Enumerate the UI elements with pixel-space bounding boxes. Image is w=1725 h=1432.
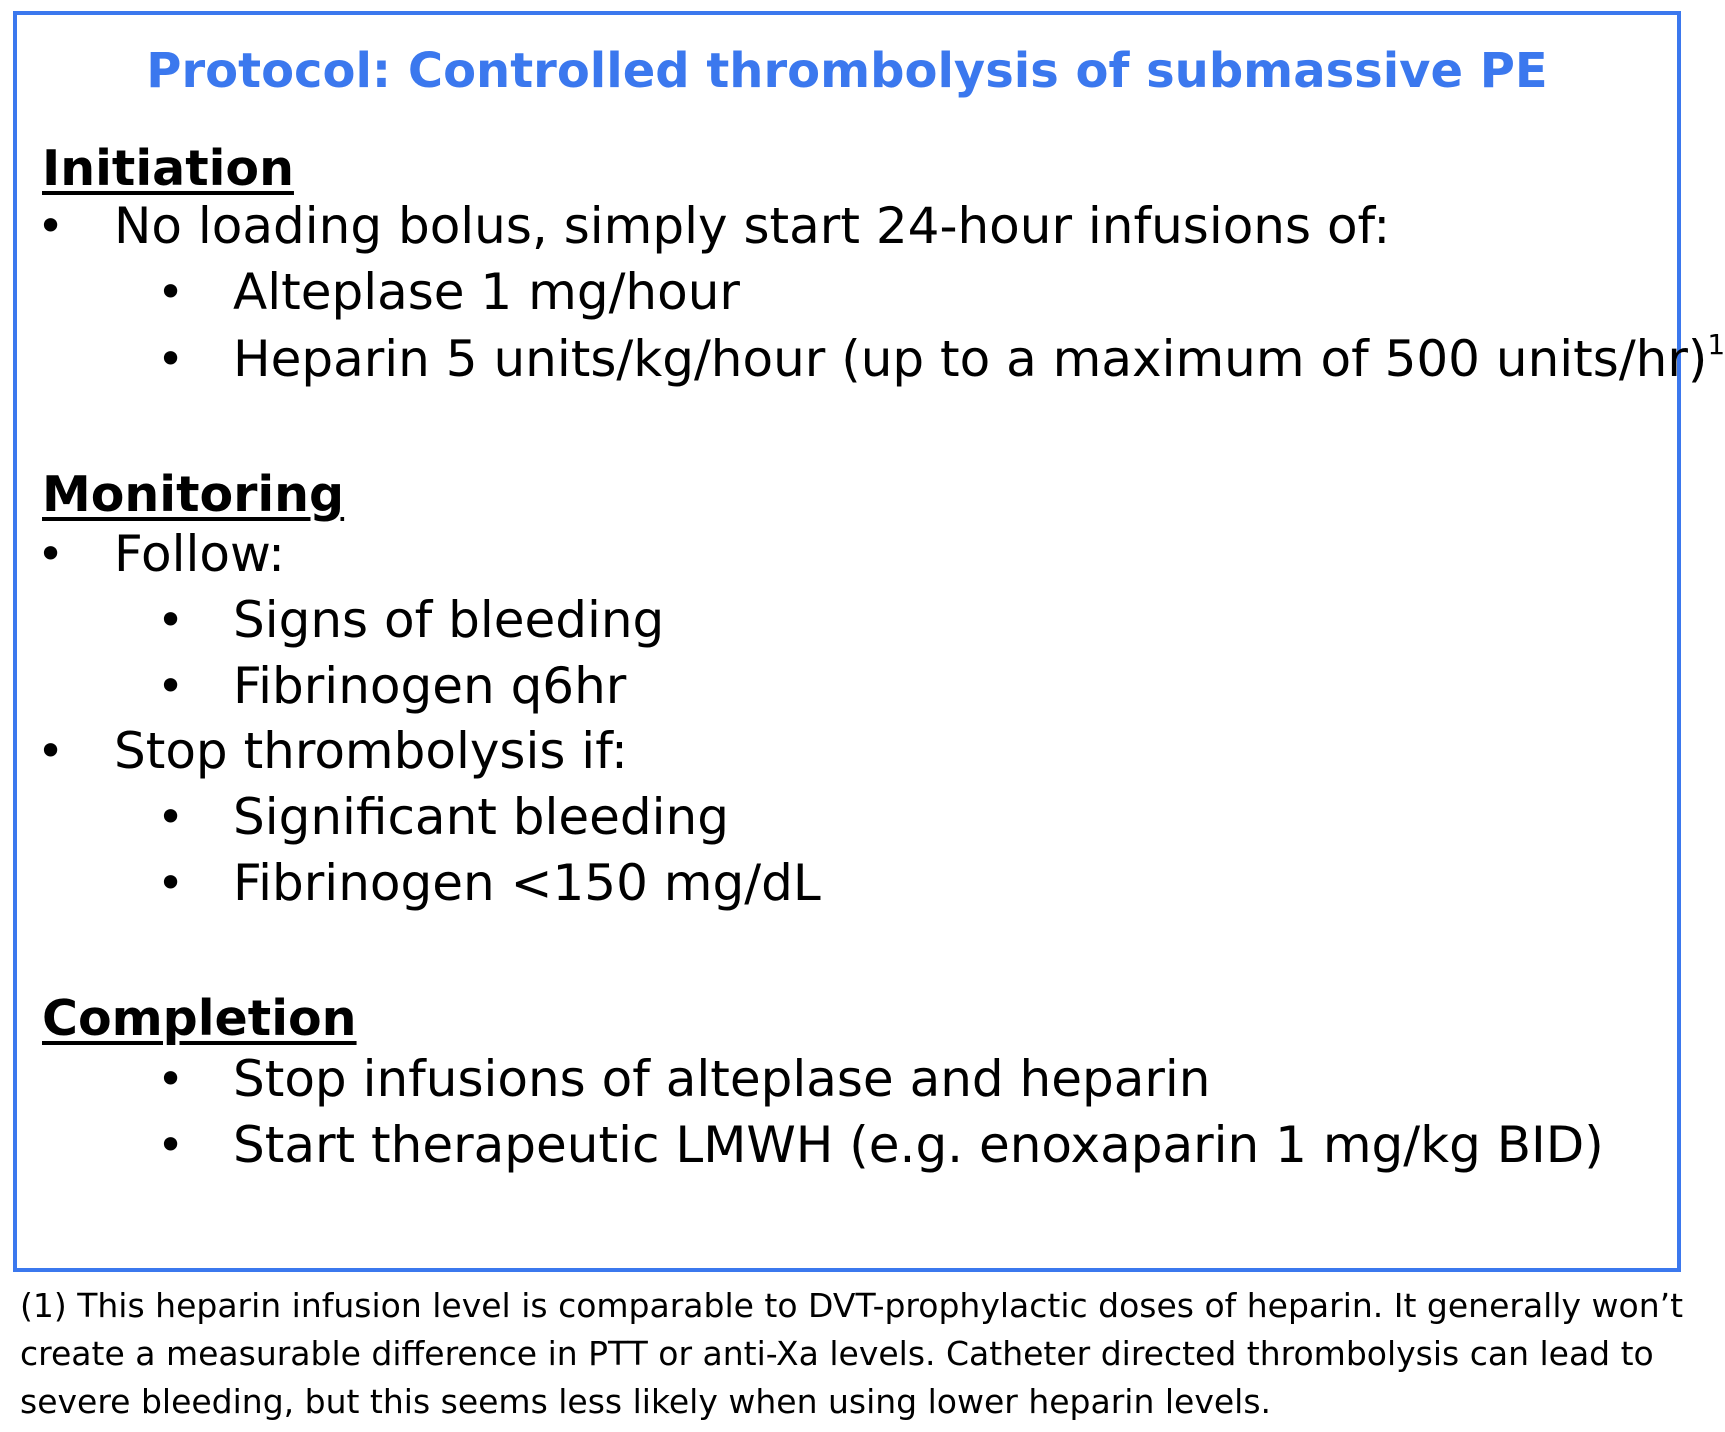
footnote — [20, 1282, 1684, 1426]
fibrinogen-threshold-text: Fibrinogen <150 mg/dL — [233, 854, 821, 912]
alteplase-dose-text: Alteplase 1 mg/hour — [233, 263, 740, 321]
heparin-dose-text-wrap — [233, 328, 1725, 390]
bullet-icon: • — [157, 1052, 185, 1106]
initiation-heading: Initiation — [42, 140, 294, 197]
completion-heading: Completion — [42, 990, 357, 1047]
bullet-icon: • — [157, 1118, 185, 1172]
footnote-line-2: create a measurable difference in PTT or anti-Xa levels. Catheter directed thrombolysis can lead to — [20, 1334, 1654, 1373]
stop-thrombolysis-text: Stop thrombolysis if: — [114, 722, 628, 780]
fibrinogen-q6hr-text: Fibrinogen q6hr — [233, 657, 627, 715]
monitoring-heading: Monitoring — [42, 466, 345, 523]
bullet-icon: • — [157, 593, 185, 647]
bullet-icon: • — [157, 856, 185, 910]
bullet-icon: • — [37, 199, 65, 253]
footnote-marker: 1 — [1707, 328, 1725, 361]
bullet-icon: • — [157, 332, 185, 386]
bullet-icon: • — [157, 790, 185, 844]
initiation-item-text: No loading bolus, simply start 24-hour infusions of: — [114, 197, 1391, 255]
protocol-title: Protocol: Controlled thrombolysis of submassive PE — [146, 43, 1548, 99]
footnote-line-1: (1) This heparin infusion level is comparable to DVT-prophylactic doses of heparin. It generally won’t — [20, 1286, 1684, 1325]
monitoring-follow-text: Follow: — [114, 525, 285, 583]
bullet-icon: • — [37, 527, 65, 581]
signs-of-bleeding-text: Signs of bleeding — [233, 591, 665, 649]
heparin-dose-text: Heparin 5 units/kg/hour (up to a maximum of 500 units/hr) — [233, 330, 1708, 388]
protocol-box — [13, 11, 1725, 1272]
stop-infusions-text: Stop infusions of alteplase and heparin — [233, 1050, 1211, 1108]
bullet-icon: • — [157, 265, 185, 319]
start-lmwh-text: Start therapeutic LMWH (e.g. enoxaparin 1 mg/kg BID) — [233, 1116, 1604, 1174]
bullet-icon: • — [37, 724, 65, 778]
bullet-icon: • — [157, 659, 185, 713]
significant-bleeding-text: Significant bleeding — [233, 788, 729, 846]
footnote-line-3: severe bleeding, but this seems less likely when using lower heparin levels. — [20, 1382, 1272, 1421]
